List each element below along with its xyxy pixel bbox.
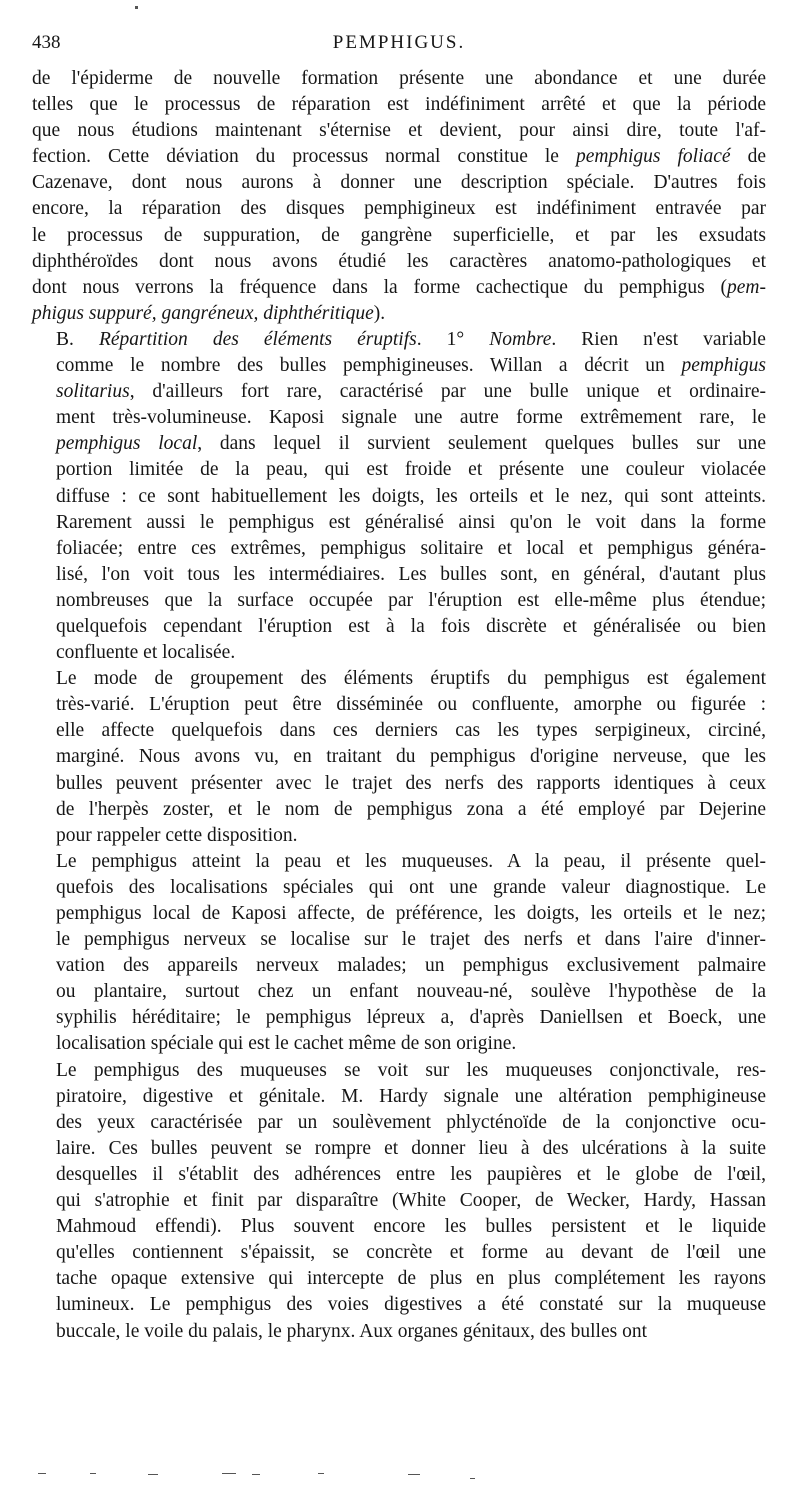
text-line: Le pemphigus des muqueuses se voit sur les muqueuses conjonctivale, res- xyxy=(56,1059,766,1081)
scan-speck xyxy=(90,1473,96,1474)
text-line: Cazenave, dont nous aurons à donner une description spéciale. D'autres fois xyxy=(32,172,766,194)
paragraph xyxy=(32,1058,766,1345)
page-header xyxy=(32,32,766,58)
text-line: telles que le processus de réparation est indéfiniment arrêté et que la période xyxy=(32,94,766,116)
text-line: marginé. Nous avons vu, en traitant du pemphigus d'origine nerveuse, que les xyxy=(56,746,766,768)
text-line: ou plantaire, surtout chez un enfant nouveau-né, soulève l'hypothèse de la xyxy=(56,981,766,1003)
text-line: encore, la réparation des disques pemphigineux est indéfiniment entravée par xyxy=(32,198,766,220)
scan-speck xyxy=(408,1474,420,1475)
scan-speck xyxy=(222,1473,236,1474)
text-line: qui s'atrophie et finit par disparaître (White Cooper, de Wecker, Hardy, Hassan xyxy=(56,1190,766,1212)
text-line: B. Répartition des éléments éruptifs. 1° Nombre. Rien n'est variable xyxy=(56,328,766,350)
scan-speck xyxy=(135,6,138,9)
text-line: le processus de suppuration, de gangrène superficielle, et par les exsudats xyxy=(32,224,766,246)
text-line: portion limitée de la peau, qui est froide et présente une couleur violacée xyxy=(56,459,766,481)
scan-speck xyxy=(252,1474,260,1475)
text-line: piratoire, digestive et génitale. M. Hardy signale une altération pemphigineuse xyxy=(56,1085,766,1107)
running-title: PEMPHIGUS. xyxy=(332,32,466,53)
text-line: de l'épiderme de nouvelle formation présente une abondance et une durée xyxy=(32,68,766,89)
text-line: foliacée; entre ces extrêmes, pemphigus solitaire et local et pemphigus généra- xyxy=(56,537,766,559)
text-line: phigus suppuré, gangréneux, diphthéritique). xyxy=(32,302,386,324)
paragraph xyxy=(32,849,766,1058)
scan-speck xyxy=(148,1474,158,1475)
text-line: le pemphigus nerveux se localise sur le trajet des nerfs et dans l'aire d'inner- xyxy=(56,929,766,951)
scan-speck xyxy=(470,1478,475,1479)
text-line: diphthéroïdes dont nous avons étudié les caractères anatomo-pathologiques et xyxy=(32,250,766,272)
text-line: qu'elles contiennent s'épaissit, se concrète et forme au devant de l'œil une xyxy=(56,1242,766,1264)
paragraph xyxy=(32,666,766,849)
text-line: pemphigus local, dans lequel il survient seulement quelques bulles sur une xyxy=(56,433,766,455)
text-line: très-varié. L'éruption peut être disséminée ou confluente, amorphe ou figurée : xyxy=(56,694,766,716)
text-line: que nous étudions maintenant s'éternise et devient, pour ainsi dire, toute l'af- xyxy=(32,120,766,142)
text-line: dont nous verrons la fréquence dans la forme cachectique du pemphigus (pem- xyxy=(32,276,766,298)
text-line: des yeux caractérisée par un soulèvement phlycténoïde de la conjonctive ocu- xyxy=(56,1111,766,1133)
text-line: elle affecte quelquefois dans ces derniers cas les types serpigineux, circiné, xyxy=(56,720,766,742)
text-line: de l'herpès zoster, et le nom de pemphigus zona a été employé par Dejerine xyxy=(56,798,766,820)
paragraph xyxy=(32,66,766,327)
text-line: Le pemphigus atteint la peau et les muqueuses. A la peau, il présente quel- xyxy=(56,850,766,872)
text-line: desquelles il s'établit des adhérences entre les paupières et le globe de l'œil, xyxy=(56,1163,766,1185)
text-line: lisé, l'on voit tous les intermédiaires. Les bulles sont, en général, d'autant plus xyxy=(56,563,766,585)
text-line: quefois des localisations spéciales qui ont une grande valeur diagnostique. Le xyxy=(56,876,766,898)
text-line: fection. Cette déviation du processus normal constitue le pemphigus foliacé de xyxy=(32,146,767,168)
text-line: lumineux. Le pemphigus des voies digestives a été constaté sur la muqueuse xyxy=(56,1294,766,1316)
scan-speck xyxy=(38,1473,46,1474)
text-line: quelquefois cependant l'éruption est à la fois discrète et généralisée ou bien xyxy=(56,615,766,637)
text-line: tache opaque extensive qui intercepte de plus en plus complétement les rayons xyxy=(56,1268,766,1290)
text-line: diffuse : ce sont habituellement les doigts, les orteils et le nez, qui sont atteints. xyxy=(56,485,766,507)
text-line: solitarius, d'ailleurs fort rare, caractérisé par une bulle unique et ordinaire- xyxy=(56,381,766,403)
text-line: comme le nombre des bulles pemphigineuses. Willan a décrit un pemphigus xyxy=(56,355,766,377)
text-line: Mahmoud effendi). Plus souvent encore les bulles persistent et le liquide xyxy=(56,1216,766,1238)
text-line: pour rappeler cette disposition. xyxy=(56,824,298,846)
text-line: pemphigus local de Kaposi affecte, de préférence, les doigts, les orteils et le nez; xyxy=(56,903,766,924)
text-line: confluente et localisée. xyxy=(56,642,236,664)
scan-speck xyxy=(318,1473,324,1474)
paragraph xyxy=(32,327,766,666)
text-line: laire. Ces bulles peuvent se rompre et donner lieu à des ulcérations à la suite xyxy=(56,1137,766,1159)
text-line: nombreuses que la surface occupée par l'éruption est elle-même plus étendue; xyxy=(56,589,766,611)
text-line: bulles peuvent présenter avec le trajet des nerfs des rapports identiques à ceux xyxy=(56,772,766,794)
text-line: localisation spéciale qui est le cachet même de son origine. xyxy=(56,1033,517,1055)
text-line: buccale, le voile du palais, le pharynx. Aux organes génitaux, des bulles ont xyxy=(56,1320,647,1342)
text-line: Rarement aussi le pemphigus est généralisé ainsi qu'on le voit dans la forme xyxy=(56,511,766,533)
body-text xyxy=(32,66,766,1345)
text-line: vation des appareils nerveux malades; un pemphigus exclusivement palmaire xyxy=(56,955,766,977)
text-line: Le mode de groupement des éléments éruptifs du pemphigus est également xyxy=(56,668,766,690)
page-number: 438 xyxy=(32,32,61,53)
text-line: syphilis héréditaire; le pemphigus lépreux a, d'après Daniellsen et Boeck, une xyxy=(56,1007,766,1029)
text-line: ment très-volumineuse. Kaposi signale une autre forme extrêmement rare, le xyxy=(56,407,766,429)
